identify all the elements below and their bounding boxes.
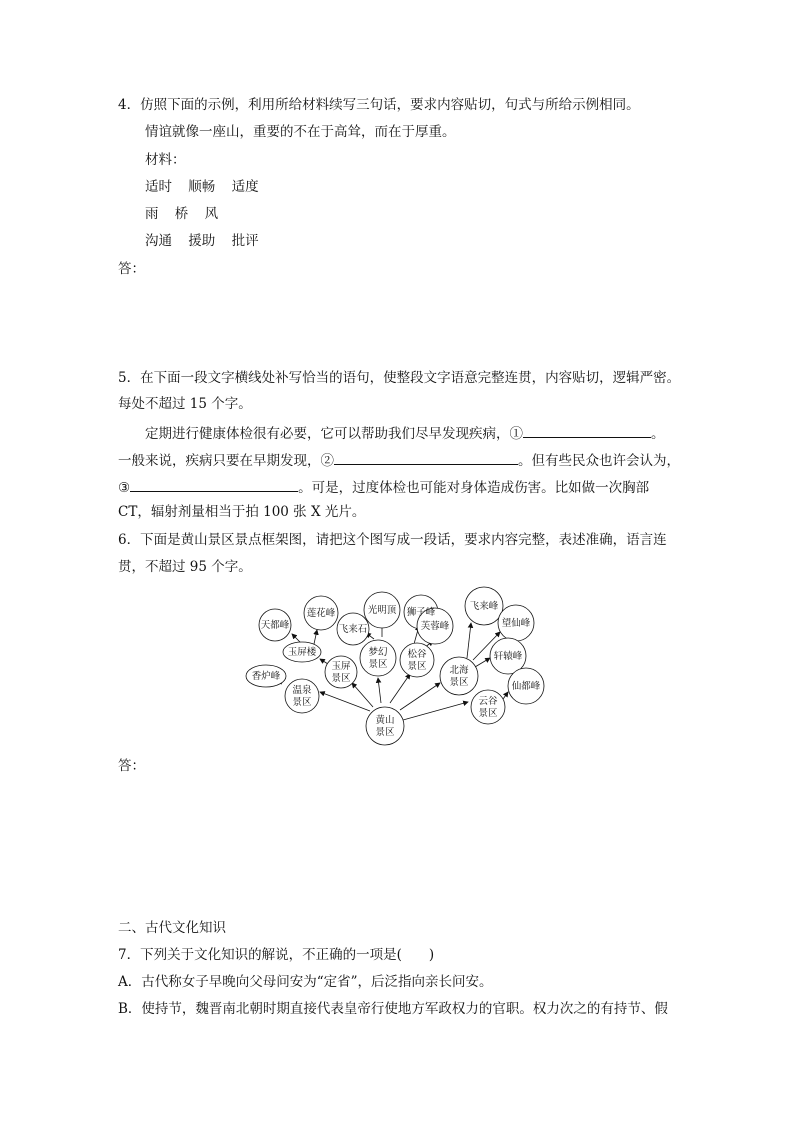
q5-para-line2 <box>118 452 680 469</box>
edge <box>314 630 317 644</box>
label-xuanyuan: 轩辕峰 <box>493 651 523 662</box>
q6-stem-line1: 6．下面是黄山景区景点框架图，请把这个图写成一段话，要求内容完整，表述准确，语言连 <box>118 532 667 548</box>
material-item: 适时 <box>145 179 172 195</box>
q5-text: 一般来说，疾病只要在早期发现，② <box>118 453 334 469</box>
label-yupinglou: 玉屏楼 <box>287 647 317 658</box>
edge <box>467 623 471 658</box>
label-yungu-2: 景区 <box>478 708 498 719</box>
label-beihai-2: 景区 <box>449 677 469 688</box>
label-wenquan-1: 温泉 <box>292 685 312 696</box>
q5-text: 。可是，过度体检也可能对身体造成伤害。比如做一次胸部 <box>298 480 650 496</box>
label-songgu-1: 松谷 <box>407 649 427 660</box>
material-item: 适度 <box>231 179 259 195</box>
label-xiandu: 仙都峰 <box>511 681 541 692</box>
q5-stem-line1: 5．在下面一段文字横线处补写恰当的语句，使整段文字语意完整连贯，内容贴切，逻辑严密。 <box>118 370 681 386</box>
material-item: 雨 <box>145 206 159 222</box>
q5-para-line3 <box>118 479 649 496</box>
q5-text: 。但有些民众也许会认为， <box>518 453 680 469</box>
q4-material-row-2 <box>145 208 218 222</box>
node-beihai <box>440 657 478 695</box>
material-item: 桥 <box>174 206 189 222</box>
huangshan-diagram <box>240 586 560 746</box>
label-shixian: 望仙峰 <box>501 618 531 629</box>
node-menghuan <box>360 640 396 676</box>
label-xianglu: 香炉峰 <box>251 671 281 682</box>
label-center-1: 黄山 <box>375 715 395 726</box>
answer-blank-2[interactable] <box>334 452 518 465</box>
label-yuping-1: 玉屏 <box>331 661 351 672</box>
label-guangming: 光明顶 <box>367 605 397 616</box>
q6-stem-line2: 贯，不超过 95 个字。 <box>118 559 252 575</box>
q5-text: ③ <box>118 480 131 496</box>
label-songgu-2: 景区 <box>407 661 427 672</box>
q4-material-row-3 <box>145 235 259 249</box>
material-item: 批评 <box>231 233 259 249</box>
q5-para-line1 <box>145 425 665 442</box>
edge <box>378 678 381 703</box>
label-lianhua: 莲花峰 <box>306 608 336 619</box>
material-item: 顺畅 <box>188 179 216 195</box>
label-feilaifeng: 飞来峰 <box>469 601 499 612</box>
material-item: 沟通 <box>145 233 172 249</box>
edge <box>403 702 468 720</box>
answer-blank-3[interactable] <box>130 479 298 492</box>
q6-answer-label: 答： <box>118 758 145 774</box>
label-yungu-1: 云谷 <box>478 696 498 707</box>
answer-blank-1[interactable] <box>523 425 651 438</box>
edge <box>400 683 440 710</box>
q4-example: 情谊就像一座山，重要的不在于高耸，而在于厚重。 <box>145 124 456 140</box>
section2-title: 二、古代文化知识 <box>118 920 226 936</box>
edge <box>352 683 373 707</box>
edge <box>475 658 490 667</box>
label-menghuan-1: 梦幻 <box>368 647 388 658</box>
label-yuping-2: 景区 <box>331 673 351 684</box>
q5-stem-line2: 每处不超过 15 个字。 <box>118 396 252 412</box>
edge <box>390 674 410 703</box>
q7-stem: 7．下列关于文化知识的解说，不正确的一项是( ) <box>118 947 435 963</box>
edge <box>320 659 328 664</box>
node-center <box>366 707 404 745</box>
label-furong: 芙蓉峰 <box>420 621 450 632</box>
label-menghuan-2: 景区 <box>368 659 388 670</box>
label-shizi: 狮子峰 <box>406 607 436 618</box>
q5-text: 。 <box>651 426 665 442</box>
material-item: 风 <box>204 206 219 222</box>
q4-answer-label: 答： <box>118 261 145 277</box>
q4-stem: 4．仿照下面的示例，利用所给材料续写三句话，要求内容贴切，句式与所给示例相同。 <box>118 97 640 113</box>
q4-material-row-1 <box>145 181 259 195</box>
q7-option-b: B．使持节，魏晋南北朝时期直接代表皇帝行使地方军政权力的官职。权力次之的有持节、假 <box>118 1001 668 1017</box>
label-wenquan-2: 景区 <box>292 697 312 708</box>
q4-material-label: 材料： <box>145 152 186 168</box>
material-item: 援助 <box>188 233 216 249</box>
q5-text: 定期进行健康体检很有必要，它可以帮助我们尽早发现疾病，① <box>145 426 523 442</box>
label-feilaishi: 飞来石 <box>338 624 368 635</box>
label-tiandu: 天都峰 <box>260 620 290 631</box>
label-beihai-1: 北海 <box>449 665 469 676</box>
label-center-2: 景区 <box>375 727 395 738</box>
q7-option-a: A．古代称女子早晚向父母问安为“定省”，后泛指向亲长问安。 <box>118 974 493 990</box>
q5-para-line4: CT，辐射剂量相当于拍 100 张 X 光片。 <box>118 504 366 520</box>
